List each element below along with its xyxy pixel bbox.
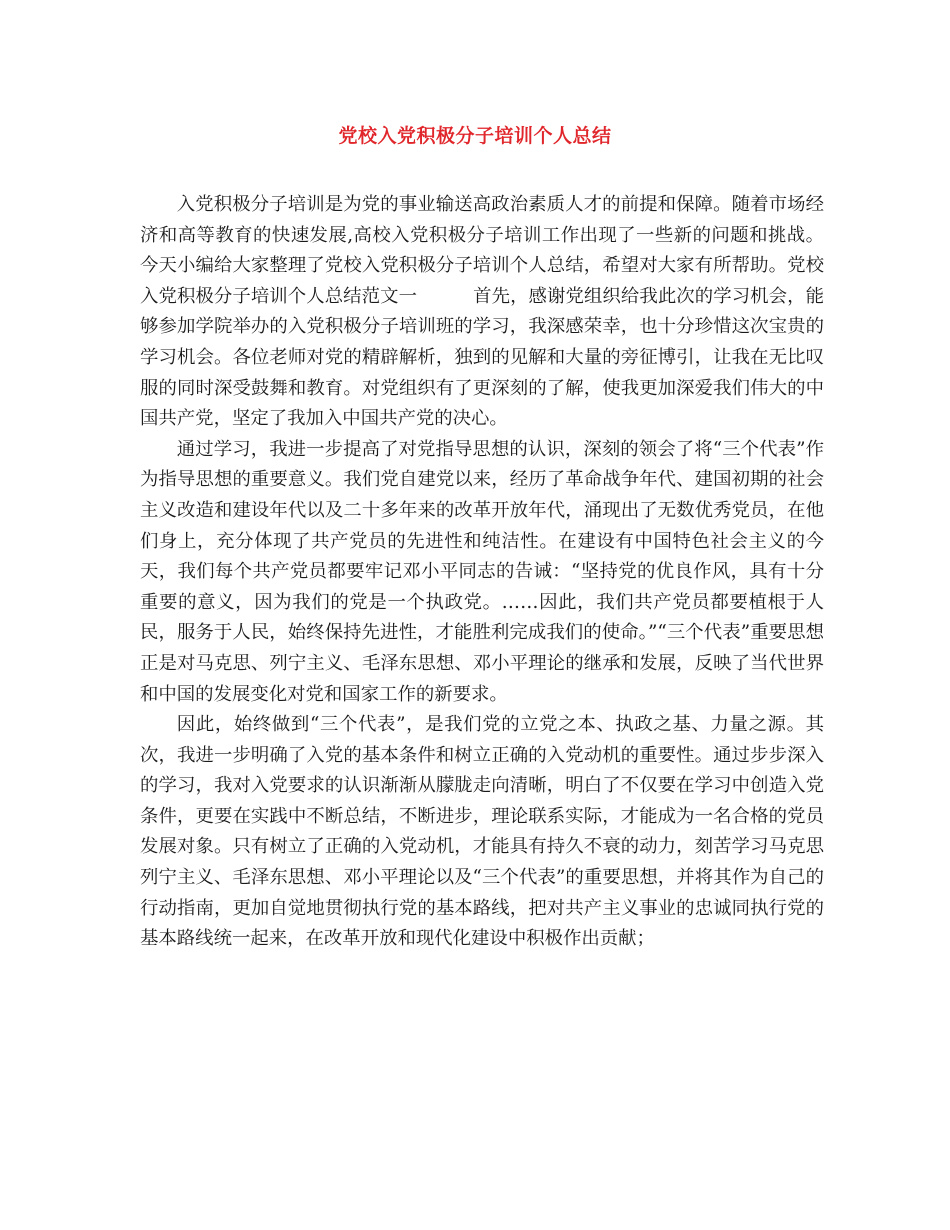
document-title: 党校入党积极分子培训个人总结 [338,125,612,147]
paragraph-1 [140,190,824,435]
paragraph-1-intro: 入党积极分子培训是为党的事业输送高政治素质人才的前提和保障。随着市场经济和高等教育的快速发展,高校入党积极分子培训工作出现了一些新的问题和挑战。今天小编给大家整理了党校入党积极分子培训个人总结，希望对大家有所帮助。党校入党积极分子培训个人总结范文一 [140,194,824,307]
paragraph-1-body: 首先，感谢党组织给我此次的学习机会，能够参加学院举办的入党积极分子培训班的学习，我深感荣幸，也十分珍惜这次宝贵的学习机会。各位老师对党的精辟解析，独到的见解和大量的旁征博引，让我在无比叹服的同时深受鼓舞和教育。对党组织有了更深刻的了解，使我更加深爱我们伟大的中国共产党，坚定了我加入中国共产党的决心。 [140,285,824,430]
paragraph-3: 因此，始终做到“三个代表”，是我们党的立党之本、执政之基、力量之源。其次，我进一步明确了入党的基本条件和树立正确的入党动机的重要性。通过步步深入的学习，我对入党要求的认识渐渐从朦胧走向清晰，明白了不仅要在学习中创造入党条件，更要在实践中不断总结，不断进步，理论联系实际，才能成为一名合格的党员发展对象。只有树立了正确的入党动机，才能具有持久不衰的动力，刻苦学习马克思列宁主义、毛泽东思想、邓小平理论以及“三个代表”的重要思想，并将其作为自己的行动指南，更加自觉地贯彻执行党的基本路线，把对共产主义事业的忠诚同执行党的基本路线统一起来，在改革开放和现代化建设中积极作出贡献； [140,714,824,950]
paragraph-2: 通过学习，我进一步提高了对党指导思想的认识，深刻的领会了将“三个代表”作为指导思想的重要意义。我们党自建党以来，经历了革命战争年代、建国初期的社会主义改造和建设年代以及二十多年来的改革开放年代，涌现出了无数优秀党员，在他们身上，充分体现了共产党员的先进性和纯洁性。在建设有中国特色社会主义的今天，我们每个共产党员都要牢记邓小平同志的告诫：“坚持党的优良作风，具有十分重要的意义，因为我们的党是一个执政党。……因此，我们共产党员都要植根于人民，服务于人民，始终保持先进性，才能胜利完成我们的使命。”“三个代表”重要思想正是对马克思、列宁主义、毛泽东思想、邓小平理论的继承和发展，反映了当代世界和中国的发展变化对党和国家工作的新要求。 [140,438,824,705]
document-body [140,190,824,955]
